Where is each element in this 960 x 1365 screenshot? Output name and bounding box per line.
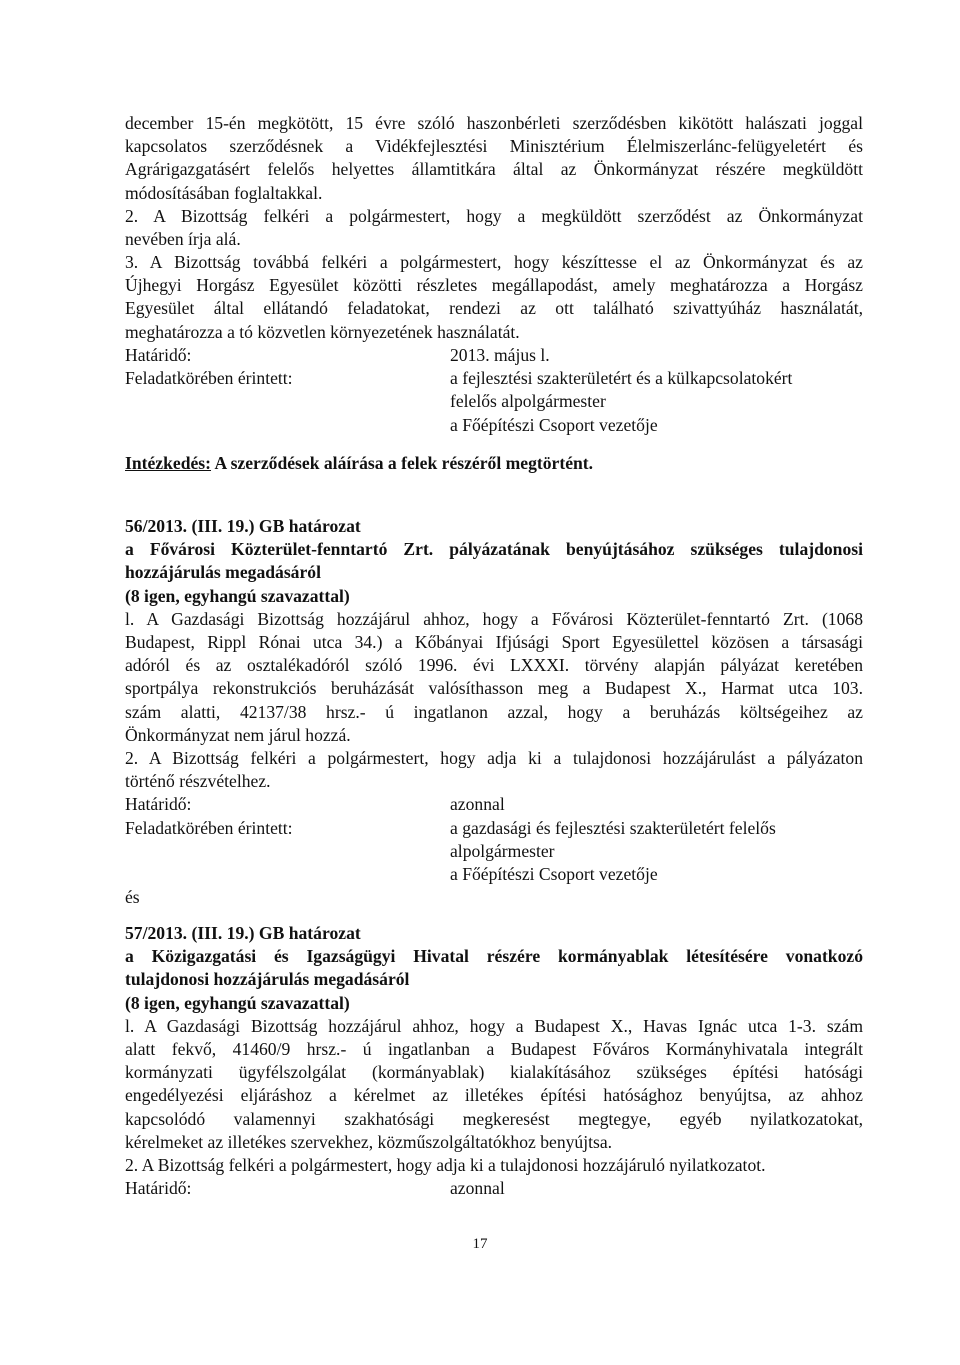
point-3-paragraph bbox=[125, 251, 863, 344]
text-line: Önkormányzat nem járul hozzá. bbox=[125, 724, 351, 745]
deadline-row bbox=[125, 344, 863, 367]
resolution-title-line: a Fővárosi Közterület-fenntartó Zrt. pályázatának benyújtásához szükséges tulajdonosi bbox=[125, 539, 863, 560]
responsible-value: a Főépítészi Csoport vezetője bbox=[450, 864, 658, 884]
responsible-value: alpolgármester bbox=[450, 840, 555, 861]
text-line: módosításában foglaltakkal. bbox=[125, 182, 323, 203]
text-line: l. A Gazdasági Bizottság hozzájárul ahhoz, hogy a Fővárosi Közterület-fenntartó Zrt. (1068 bbox=[125, 608, 863, 629]
responsible-row bbox=[125, 863, 863, 886]
text-line: 2. A Bizottság felkéri a polgármestert, hogy adja ki a tulajdonosi hozzájárulást a pályázaton bbox=[125, 748, 863, 769]
responsible-row bbox=[125, 390, 863, 413]
measure-content: A szerződések aláírása a felek részéről megtörtént. bbox=[211, 453, 594, 473]
measure-label: Intézkedés: bbox=[125, 453, 212, 473]
deadline-section-1 bbox=[125, 344, 863, 437]
text-line: kérelmeket az illetékes szervekhez, közműszolgáltatókhoz benyújtsa. bbox=[125, 1131, 613, 1152]
resolution-title-line: a Közigazgatási és Igazságügyi Hivatal részére kormányablak létesítésére vonatkozó bbox=[125, 946, 863, 967]
measure-text bbox=[125, 452, 863, 475]
text-line: kapcsolódó valamennyi szakhatósági megkeresést megtegye, egyéb nyilatkozatokat, bbox=[125, 1108, 863, 1129]
conjunction-row bbox=[125, 886, 863, 909]
text-line: meghatározza a tó közvetlen környezetének használatát. bbox=[125, 321, 520, 342]
text-line: Újhegyi Horgász Egyesület közötti részletes megállapodást, amely meghatározza a Horgász bbox=[125, 275, 863, 296]
text-line: szám alatti, 42137/38 hrsz.- ú ingatlanon azzal, hogy a beruházás költségeihez az bbox=[125, 701, 863, 722]
resolution-56 bbox=[125, 515, 863, 909]
responsible-value: felelős alpolgármester bbox=[450, 391, 606, 412]
measure-line bbox=[125, 452, 863, 475]
resolution-number: 56/2013. (III. 19.) GB határozat bbox=[125, 516, 361, 536]
responsible-label: Feladatkörében érintett: bbox=[125, 368, 293, 389]
deadline-value: azonnal bbox=[450, 1178, 505, 1199]
text-line: december 15-én megkötött, 15 évre szóló haszonbérleti szerződésben kikötött halászati joggal bbox=[125, 113, 863, 133]
text-line: 2. A Bizottság felkéri a polgármestert, hogy adja ki a tulajdonosi hozzájáruló nyilatkozatot. bbox=[125, 1155, 766, 1176]
text-line: alatt fekvő, 41460/9 hrsz.- ú ingatlanban a Budapest Főváros Kormányhivatala integrált bbox=[125, 1039, 863, 1060]
deadline-row bbox=[125, 793, 863, 816]
point-2-paragraph bbox=[125, 205, 863, 251]
resolution-vote: (8 igen, egyhangú szavazattal) bbox=[125, 992, 350, 1013]
text-line: engedélyezési eljáráshoz a kérelmet az illetékes építési hatósághoz benyújtsa, az ahhoz bbox=[125, 1085, 863, 1106]
responsible-value: a gazdasági és fejlesztési szakterületért felelős bbox=[450, 817, 776, 838]
text-line: történő részvételhez. bbox=[125, 771, 271, 792]
text-line: Budapest, Rippl Rónai utca 34.) a Kőbányai Ifjúsági Sport Egyesülettel közösen a társasági bbox=[125, 632, 863, 653]
resolution-57 bbox=[125, 922, 863, 1200]
deadline-value: azonnal bbox=[450, 794, 505, 815]
text-line: adóról és az osztalékadóról szóló 1996. évi LXXXI. törvény alapján pályázat keretében bbox=[125, 655, 863, 676]
resolution-number: 57/2013. (III. 19.) GB határozat bbox=[125, 923, 361, 943]
responsible-value: a fejlesztési szakterületért és a külkapcsolatokért bbox=[450, 368, 793, 389]
deadline-label: Határidő: bbox=[125, 1178, 192, 1199]
text-line: 2. A Bizottság felkéri a polgármestert, hogy a megküldött szerződést az Önkormányzat bbox=[125, 206, 863, 226]
deadline-row bbox=[125, 1177, 863, 1200]
deadline-label: Határidő: bbox=[125, 345, 192, 365]
responsible-value: a Főépítészi Csoport vezetője bbox=[450, 414, 658, 435]
resolution-title-line: tulajdonosi hozzájárulás megadásáról bbox=[125, 969, 410, 990]
resolution-vote: (8 igen, egyhangú szavazattal) bbox=[125, 585, 350, 606]
responsible-label: Feladatkörében érintett: bbox=[125, 817, 293, 838]
text-line: kormányzati ügyfélszolgálat (kormányablak) kialakításához szükséges építési hatósági bbox=[125, 1062, 863, 1083]
deadline-label: Határidő: bbox=[125, 794, 192, 815]
text-line: 3. A Bizottság továbbá felkéri a polgármestert, hogy készíttesse el az Önkormányzat és az bbox=[125, 252, 863, 272]
intro-paragraph bbox=[125, 112, 863, 205]
text-line: sportpálya rekonstrukciós beruházását valósíthasson meg a Budapest X., Harmat utca 103. bbox=[125, 678, 863, 699]
deadline-value: 2013. május l. bbox=[450, 345, 550, 365]
text-line: nevében írja alá. bbox=[125, 229, 241, 250]
text-line: l. A Gazdasági Bizottság hozzájárul ahhoz, hogy a Budapest X., Havas Ignác utca 1-3. szám bbox=[125, 1015, 863, 1036]
text-line: Agrárigazgatásért felelős helyettes államtitkára által az Önkormányzat részére megküldött bbox=[125, 159, 863, 180]
responsible-row bbox=[125, 367, 863, 390]
resolution-title-line: hozzájárulás megadásáról bbox=[125, 562, 321, 583]
responsible-row bbox=[125, 817, 863, 840]
responsible-row bbox=[125, 840, 863, 863]
text-line: Egyesület által ellátandó feladatokat, rendezi az ott található szivattyúház használatát, bbox=[125, 298, 863, 319]
text-line: kapcsolatos szerződésnek a Vidékfejlesztési Minisztérium Élelmiszerlánc-felügyeletért és bbox=[125, 136, 863, 157]
responsible-row bbox=[125, 414, 863, 437]
page-number: 17 bbox=[472, 1236, 488, 1252]
conjunction-text: és bbox=[125, 887, 140, 908]
